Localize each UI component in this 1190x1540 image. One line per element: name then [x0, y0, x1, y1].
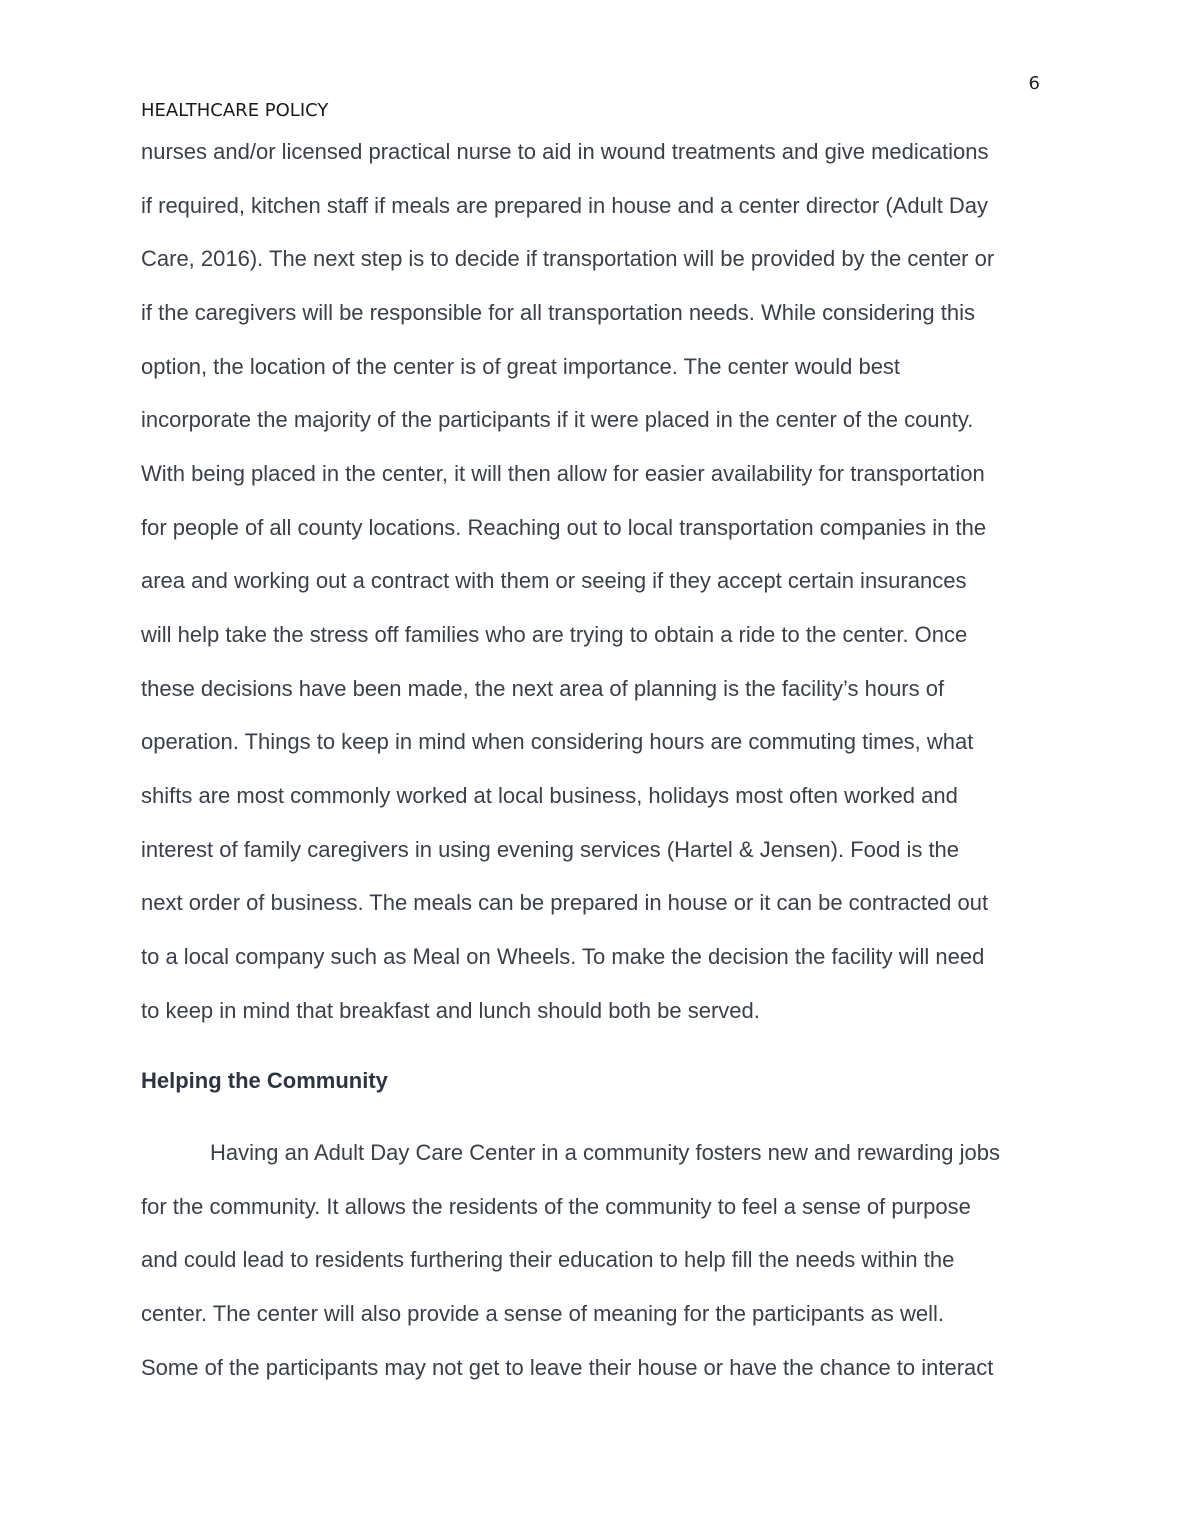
- text-line: to a local company such as Meal on Wheels. To make the decision the facility will need: [141, 944, 985, 969]
- text-line: and could lead to residents furthering their education to help fill the needs within the: [141, 1247, 955, 1272]
- text-line: center. The center will also provide a sense of meaning for the participants as well.: [141, 1301, 945, 1326]
- text-line: nurses and/or licensed practical nurse to aid in wound treatments and give medications: [141, 139, 989, 164]
- text-line: interest of family caregivers in using evening services (Hartel & Jensen). Food is the: [141, 837, 960, 862]
- text-line: With being placed in the center, it will then allow for easier availability for transportation: [141, 461, 985, 486]
- text-line: for people of all county locations. Reaching out to local transportation companies in the: [141, 515, 987, 540]
- text-line: if the caregivers will be responsible for all transportation needs. While considering this: [141, 300, 975, 325]
- text-line: for the community. It allows the residents of the community to feel a sense of purpose: [141, 1194, 971, 1219]
- page-number: 6: [1028, 73, 1040, 94]
- text-line: to keep in mind that breakfast and lunch should both be served.: [141, 998, 760, 1023]
- text-line: area and working out a contract with them or seeing if they accept certain insurances: [141, 568, 967, 593]
- text-line: Having an Adult Day Care Center in a community fosters new and rewarding jobs: [210, 1140, 1000, 1165]
- text-line: Care, 2016). The next step is to decide if transportation will be provided by the center or: [141, 246, 995, 271]
- text-line: shifts are most commonly worked at local business, holidays most often worked and: [141, 783, 958, 808]
- section-heading: Helping the Community: [141, 1068, 388, 1093]
- text-line: Some of the participants may not get to leave their house or have the chance to interact: [141, 1355, 994, 1380]
- text-line: operation. Things to keep in mind when considering hours are commuting times, what: [141, 729, 974, 754]
- text-line: if required, kitchen staff if meals are prepared in house and a center director (Adult Day: [141, 193, 989, 218]
- text-line: will help take the stress off families who are trying to obtain a ride to the center. Once: [141, 622, 968, 647]
- text-line: option, the location of the center is of great importance. The center would best: [141, 354, 901, 379]
- text-line: these decisions have been made, the next area of planning is the facility’s hours of: [141, 676, 945, 701]
- running-head: HEALTHCARE POLICY: [141, 100, 329, 121]
- text-line: next order of business. The meals can be prepared in house or it can be contracted out: [141, 890, 989, 915]
- text-line: incorporate the majority of the participants if it were placed in the center of the county.: [141, 407, 974, 432]
